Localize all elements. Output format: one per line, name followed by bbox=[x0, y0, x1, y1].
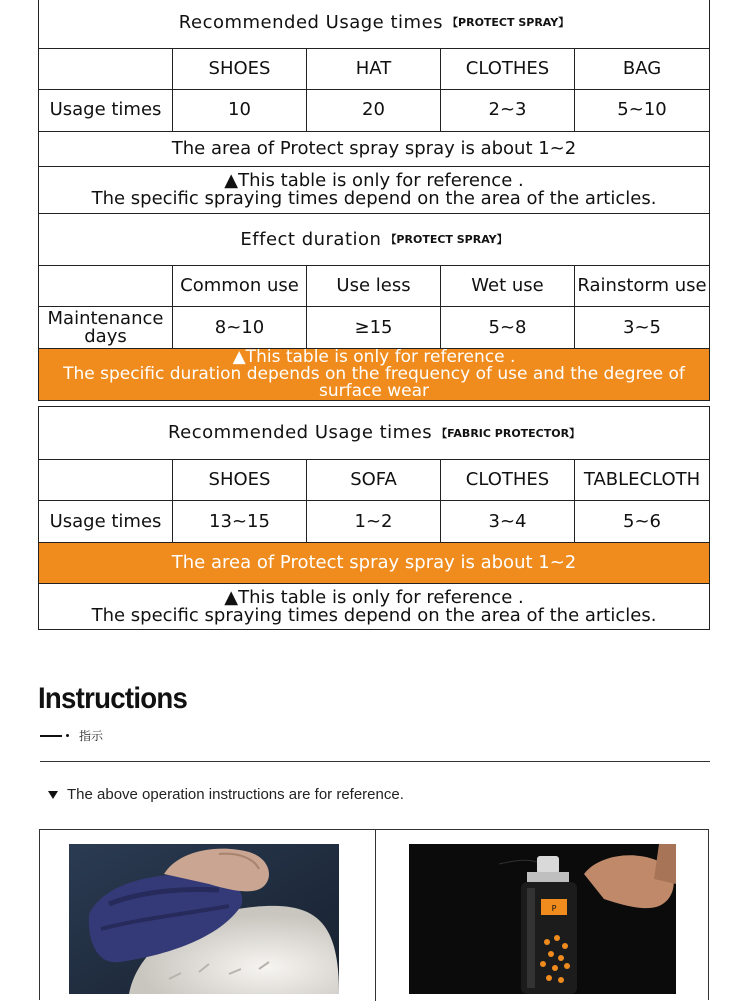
table-title bbox=[39, 0, 710, 48]
header-cell: Common use bbox=[173, 266, 307, 307]
row-label bbox=[39, 307, 173, 349]
instructions-subtitle-text: 指示 bbox=[79, 729, 104, 743]
table-title-text: Recommended Usage times bbox=[167, 422, 433, 443]
header-cell: SOFA bbox=[307, 460, 441, 501]
area-note: The area of Protect spray spray is about 1~2 bbox=[39, 543, 710, 584]
header-cell: CLOTHES bbox=[441, 460, 575, 501]
duration-reference-note bbox=[39, 349, 710, 401]
dot-decoration bbox=[66, 734, 69, 737]
value-cell: 5~10 bbox=[575, 89, 710, 131]
header-cell: Rainstorm use bbox=[575, 266, 710, 307]
header-cell: BAG bbox=[575, 48, 710, 89]
reference-note bbox=[39, 166, 710, 213]
reference-note-line1: ▲This table is only for reference . bbox=[224, 586, 524, 608]
instructions-title: Instructions bbox=[38, 682, 188, 715]
value-cell: 3~5 bbox=[575, 307, 710, 349]
header-cell-empty bbox=[39, 48, 173, 89]
reference-note bbox=[39, 584, 710, 630]
towel-wiping-shoe-photo bbox=[69, 844, 339, 994]
value-cell: 2~3 bbox=[441, 89, 575, 131]
header-cell: HAT bbox=[307, 48, 441, 89]
table-subtitle: 【PROTECT SPRAY】 bbox=[385, 233, 508, 246]
value-cell: ≥15 bbox=[307, 307, 441, 349]
photo-divider bbox=[375, 830, 376, 1001]
row-label-line1: Maintenance bbox=[47, 307, 164, 329]
reference-note-line2: The specific spraying times depend on the area of the articles. bbox=[91, 187, 657, 209]
row-label-line2: days bbox=[84, 325, 127, 347]
triangle-down-icon bbox=[48, 791, 58, 799]
table-subtitle: 【FABRIC PROTECTOR】 bbox=[436, 426, 581, 440]
header-cell: TABLECLOTH bbox=[575, 460, 710, 501]
header-cell-empty bbox=[39, 460, 173, 501]
value-cell: 1~2 bbox=[307, 501, 441, 543]
header-cell: CLOTHES bbox=[441, 48, 575, 89]
reference-note-line2: The specific duration depends on the frequency of use and the degree of surface wear bbox=[63, 364, 685, 401]
header-cell: SHOES bbox=[173, 48, 307, 89]
table-title-text: Recommended Usage times bbox=[178, 11, 444, 33]
value-cell: 8~10 bbox=[173, 307, 307, 349]
value-cell: 10 bbox=[173, 89, 307, 131]
row-label: Usage times bbox=[39, 89, 173, 131]
table-title-text: Effect duration bbox=[240, 228, 382, 250]
usage-table-fabric-protector bbox=[38, 406, 710, 630]
value-cell: 13~15 bbox=[173, 501, 307, 543]
table-subtitle: 【PROTECT SPRAY】 bbox=[447, 16, 570, 30]
value-cell: 5~8 bbox=[441, 307, 575, 349]
value-cell: 3~4 bbox=[441, 501, 575, 543]
svg-text:P: P bbox=[551, 904, 557, 913]
table-title bbox=[39, 214, 710, 266]
row-label: Usage times bbox=[39, 501, 173, 543]
instructions-subtitle bbox=[40, 727, 103, 744]
reference-note-line2: The specific spraying times depend on the area of the articles. bbox=[91, 604, 657, 626]
value-cell: 5~6 bbox=[575, 501, 710, 543]
value-cell: 20 bbox=[307, 89, 441, 131]
effect-duration-table bbox=[38, 213, 710, 401]
area-note: The area of Protect spray spray is about 1~2 bbox=[39, 131, 710, 166]
operation-reference-note bbox=[48, 786, 404, 803]
operation-reference-text: The above operation instructions are for reference. bbox=[67, 786, 404, 803]
header-cell-empty bbox=[39, 266, 173, 307]
dash-decoration bbox=[40, 735, 62, 737]
header-cell: Use less bbox=[307, 266, 441, 307]
header-cell: Wet use bbox=[441, 266, 575, 307]
header-cell: SHOES bbox=[173, 460, 307, 501]
reference-note-line1: ▲This table is only for reference . bbox=[224, 169, 524, 191]
reference-note-line1: ▲This table is only for reference . bbox=[232, 347, 516, 367]
spray-can-photo bbox=[409, 844, 676, 994]
section-divider bbox=[40, 761, 710, 762]
usage-table-protect-spray bbox=[38, 0, 710, 214]
table-title bbox=[39, 407, 710, 460]
